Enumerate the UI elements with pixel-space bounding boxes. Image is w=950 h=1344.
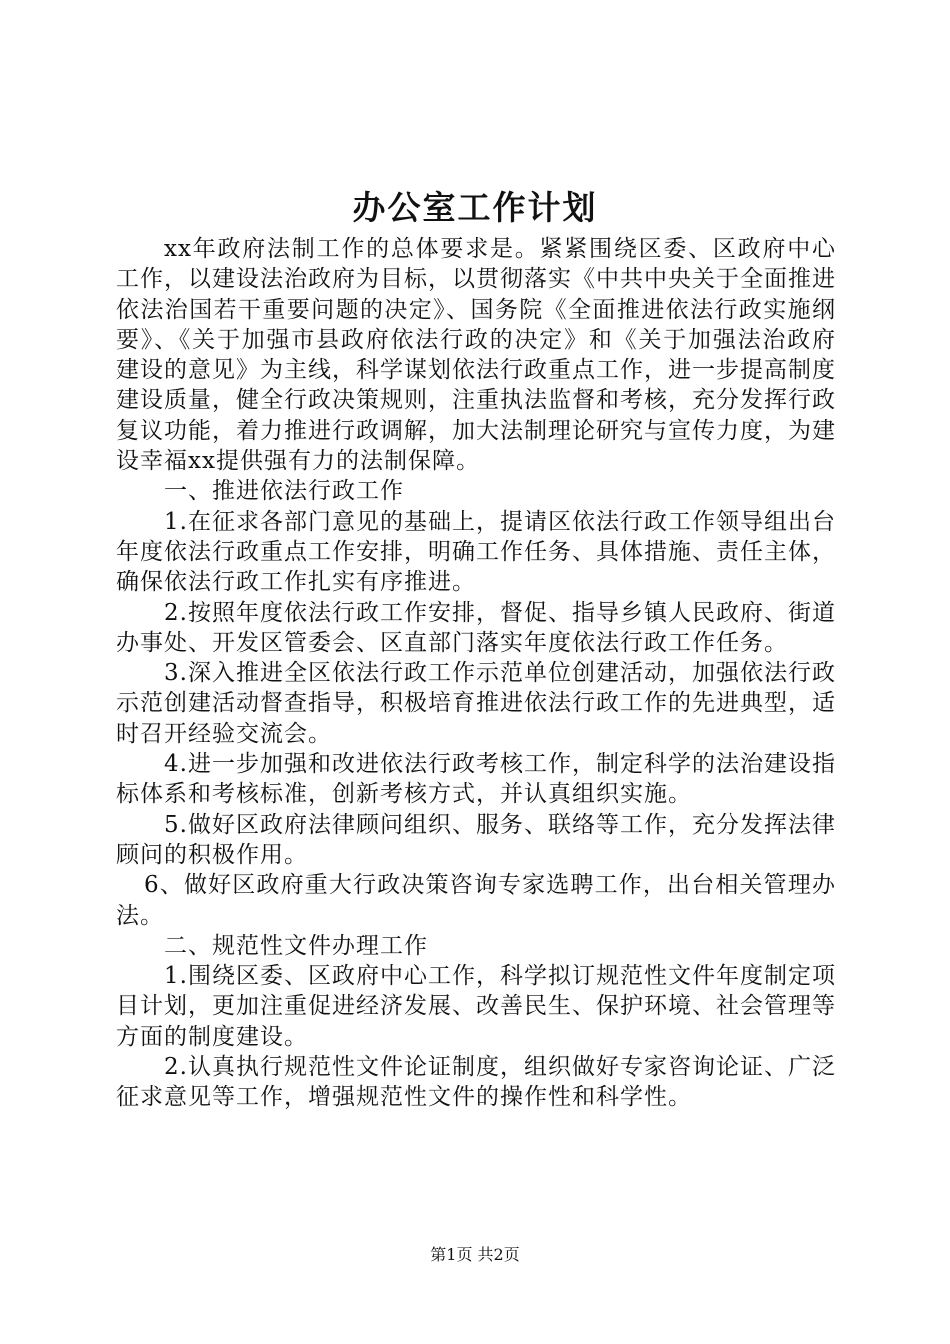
section-heading-2: 二、规范性文件办理工作 — [164, 932, 428, 959]
list-item: 6、做好区政府重大行政决策咨询专家选聘工作，出台相关管理办法。 — [116, 872, 836, 929]
section-heading-1: 一、推进依法行政工作 — [164, 478, 404, 505]
document-body — [116, 234, 836, 1113]
list-item: 5.做好区政府法律顾问组织、服务、联络等工作，充分发挥法律顾问的积极作用。 — [116, 811, 836, 868]
list-item: 2.按照年度依法行政工作安排，督促、指导乡镇人民政府、街道办事处、开发区管委会、区直部门落实年度依法行政工作任务。 — [116, 599, 836, 656]
list-item: 2.认真执行规范性文件论证制度，组织做好专家咨询论证、广泛征求意见等工作，增强规范性文件的操作性和科学性。 — [116, 1054, 836, 1111]
list-item: 1.围绕区委、区政府中心工作，科学拟订规范性文件年度制定项目计划，更加注重促进经济发展、改善民生、保护环境、社会管理等方面的制度建设。 — [116, 963, 836, 1050]
page-footer: 第1页 共2页 — [430, 1245, 520, 1264]
document-title: 办公室工作计划 — [352, 188, 598, 227]
list-item: 4.进一步加强和改进依法行政考核工作，制定科学的法治建设指标体系和考核标准，创新考核方式，并认真组织实施。 — [116, 751, 836, 808]
list-item: 3.深入推进全区依法行政工作示范单位创建活动，加强依法行政示范创建活动督查指导，积极培育推进依法行政工作的先进典型，适时召开经验交流会。 — [116, 660, 836, 747]
list-item: 1.在征求各部门意见的基础上，提请区依法行政工作领导组出台年度依法行政重点工作安排，明确工作任务、具体措施、责任主体，确保依法行政工作扎实有序推进。 — [116, 508, 836, 596]
intro-paragraph: xx年政府法制工作的总体要求是。紧紧围绕区委、区政府中心工作，以建设法治政府为目标，以贯彻落实《中共中央关于全面推进依法治国若干重要问题的决定》、国务院《全面推进依法行政实施纲要》、《关于加强市县政府依法行政的决定》和《关于加强法治政府建设的意见》为主线，科学谋划依法行政重点工作，进一步提高制度建设质量，健全行政决策规则，注重执法监督和考核，充分发挥行政复议功能，着力推进行政调解，加大法制理论研究与宣传力度，为建设幸福xx提供强有力的法制保障。 — [116, 236, 836, 475]
